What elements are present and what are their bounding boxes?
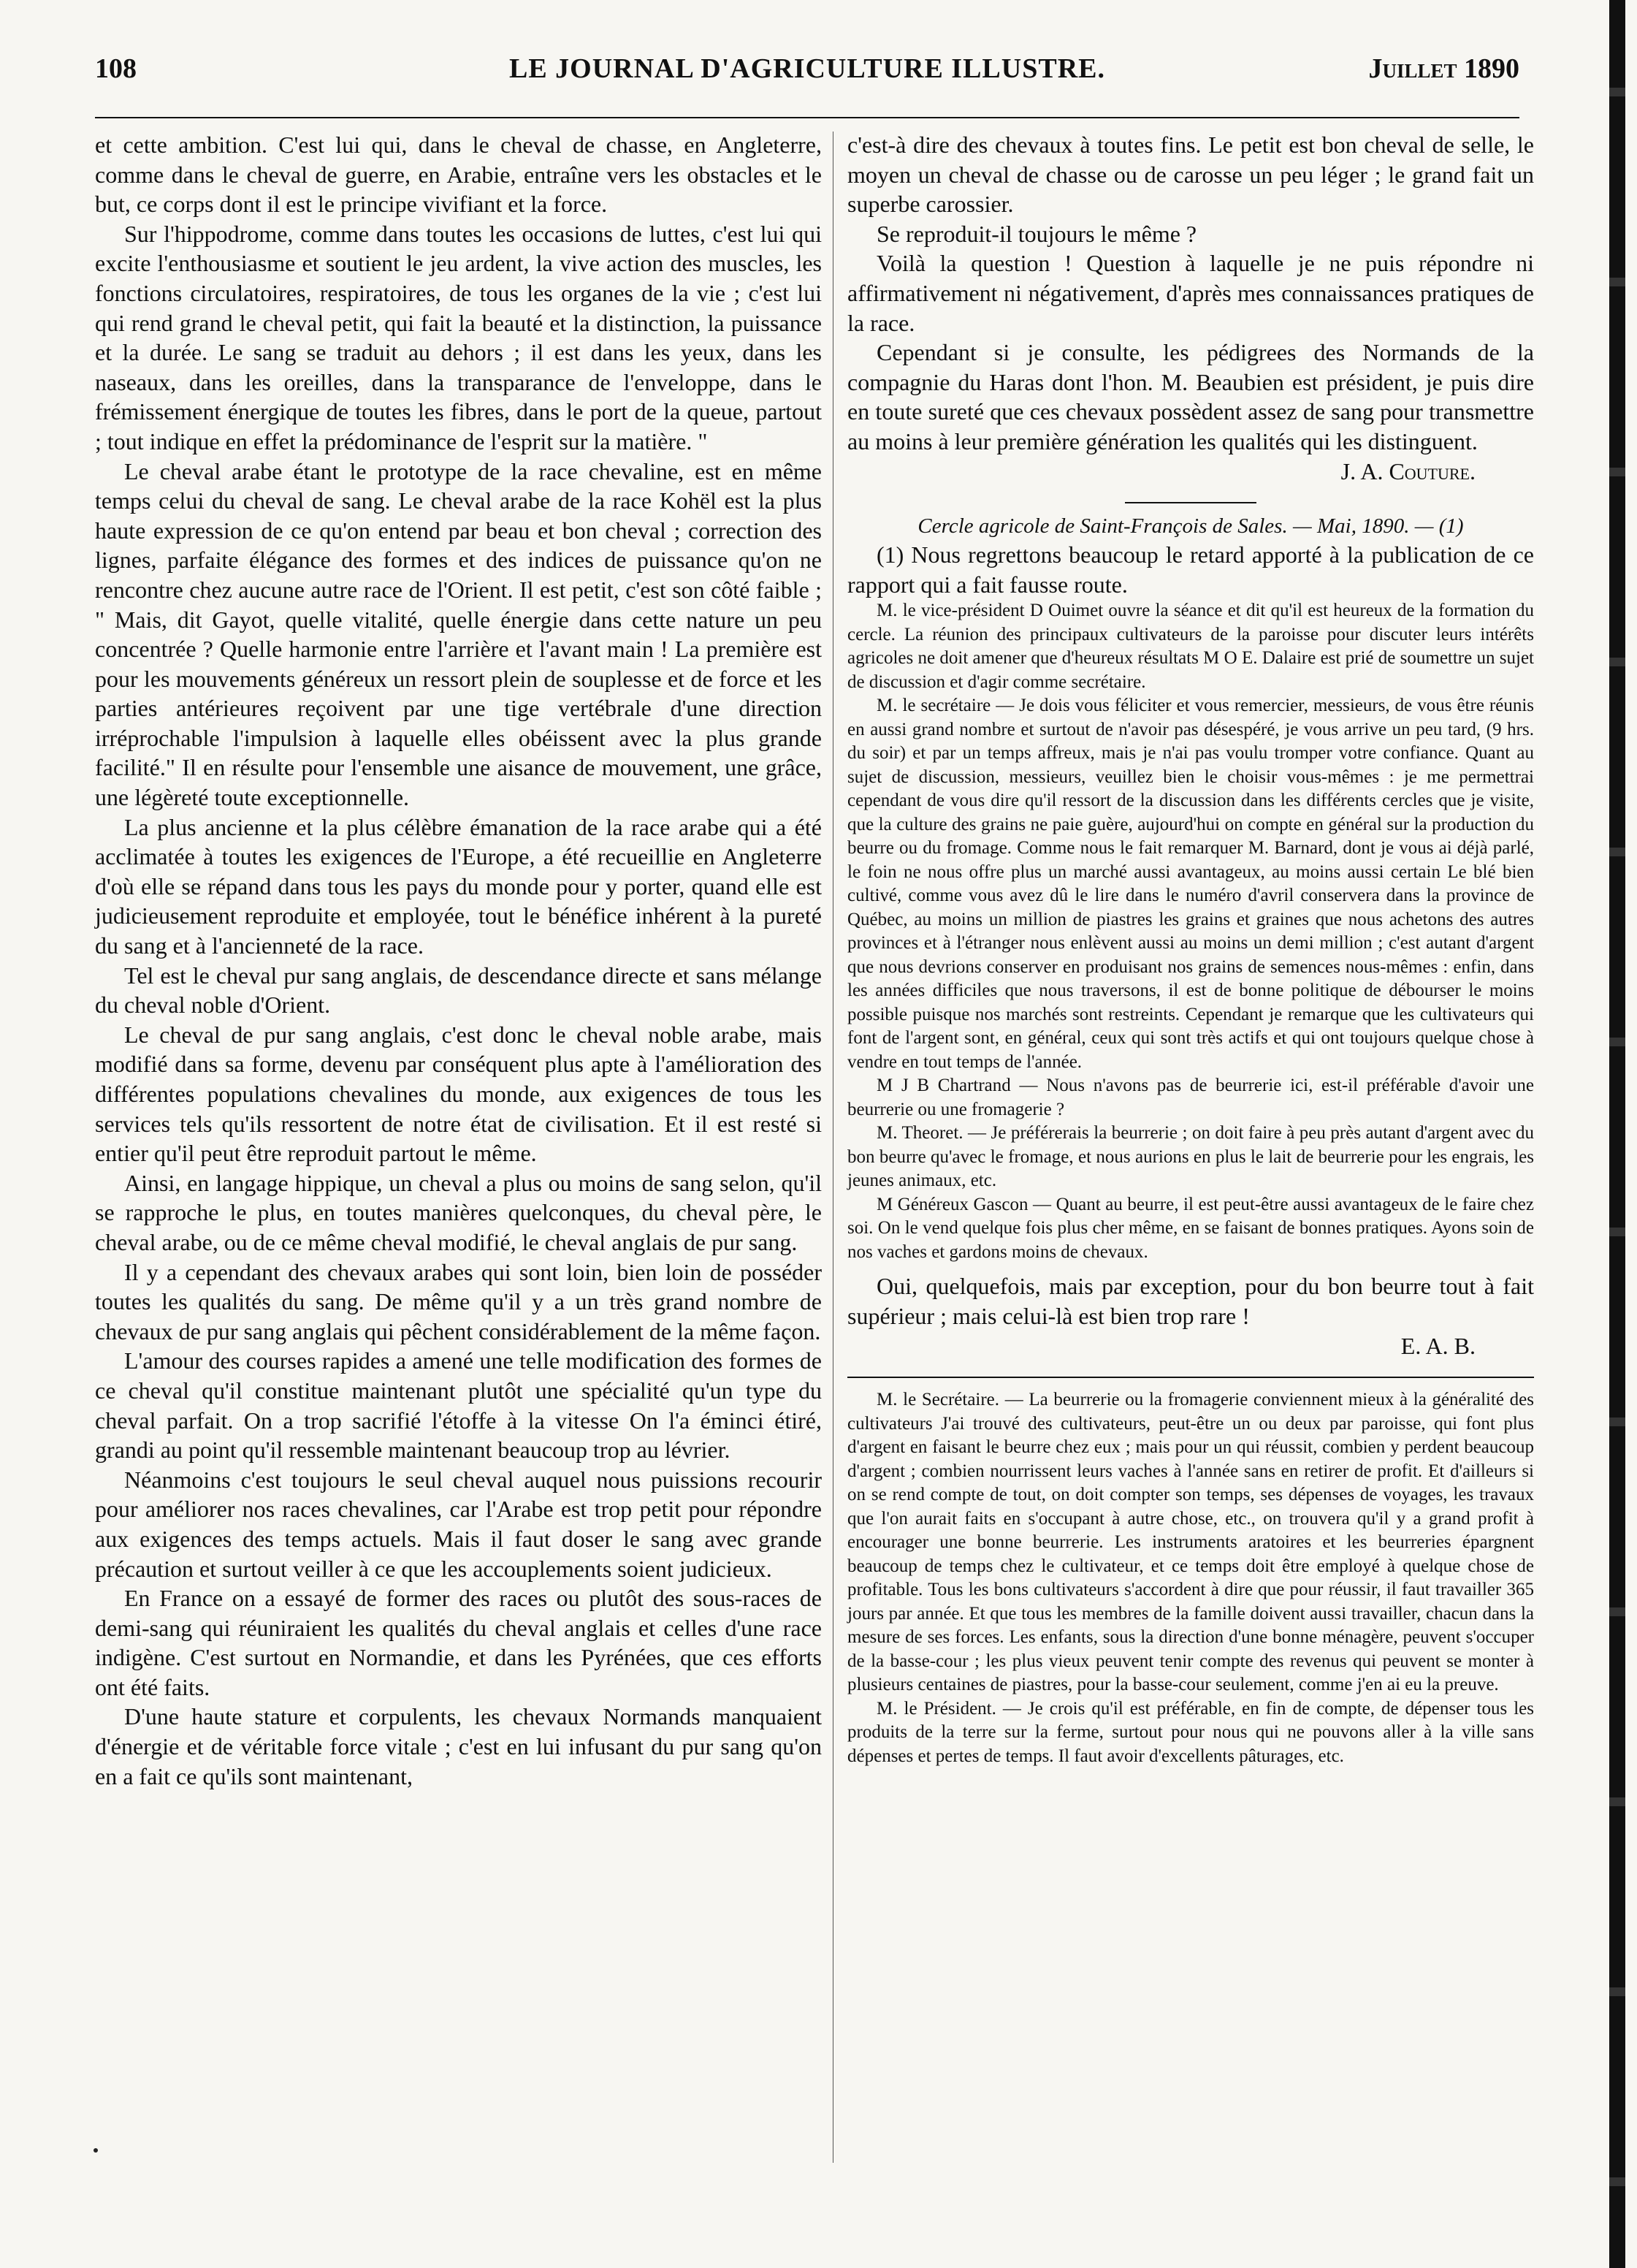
left-column <box>95 130 822 1791</box>
scan-speck <box>94 2148 98 2153</box>
footnote: (1) Nous regrettons beaucoup le retard apporté à la publication de ce rapport qui a fait fausse route. <box>847 541 1534 598</box>
minutes-paragraph: M Généreux Gascon — Quant au beurre, il est peut-être aussi avantageux de le faire chez soi. On le vend quelque fois plus cher même, en se faisant de bonnes pratiques. Ayons soin de nos vaches et gardons moins de chevaux. <box>847 1194 1534 1262</box>
issue-date: Juillet 1890 <box>1368 53 1519 84</box>
section-separator <box>1125 502 1256 503</box>
editor-signature: E. A. B. <box>1400 1332 1476 1359</box>
paragraph: L'amour des courses rapides a amené une telle modification des formes de ce cheval qu'il constitue maintenant plutôt une spécialité qu'un type du cheval parfait. On a trop sacrifié l'étoffe à la vitesse On l'a éminci étiré, grandi au point qu'il ressemble maintenant beaucoup trop au lévrier. <box>95 1347 822 1464</box>
minutes-paragraph: M. le Secrétaire. — La beurrerie ou la fromagerie conviennent mieux à la généralité des cultivateurs J'ai trouvé des cultivateurs, peut-être un ou deux par paroisse, qui font plus d'argent en faisant le beurre chez eux ; mais pour un qui réussit, combien y perdent beaucoup d'argent ; combien nourrissent leurs vaches à l'année sans en retirer de profit. Et d'ailleurs si on se rend compte de tout, on doit compter son temps, ses dépenses de voyages, les travaux que l'on aurait faits en s'occupant à autre chose, etc., on trouvera qu'il y a grand profit à encourager une bonne beurrerie. Les instruments aratoires et les beurreries épargnent beaucoup de temps chez le cultivateur, et ce temps doit être employé à quelque chose de profitable. Tous les bons cultivateurs s'accordent à dire que pour réussir, il faut travailler 365 jours par année. Et que tous les membres de la famille doivent aussi travailler, chacun dans la mesure de ses forces. Les enfants, sous la direction d'une bonne ménagère, peuvent s'occuper de la basse-cour ; les plus vieux peuvent tenir compte des revenus qui peuvent se monter à plusieurs centaines de piastres, pour la basse-cour seulement, comme j'en ai eu la preuve. <box>847 1390 1534 1695</box>
scan-edge-bar <box>1609 0 1625 2268</box>
page-number: 108 <box>95 53 137 84</box>
minutes-block <box>847 1388 1534 1768</box>
header-rule <box>95 117 1519 118</box>
author-signature: J. A. Couture. <box>1340 457 1476 484</box>
paragraph: Sur l'hippodrome, comme dans toutes les occasions de luttes, c'est lui qui excite l'enthousiasme et soutient le jeu ardent, la vive action des muscles, les fonctions circulatoires, respiratoires, de tous les organes de la vie ; c'est lui qui rend grand le cheval petit, qui fait la beauté et la distinction, la puissance et la durée. Le sang se traduit au dehors ; il est dans les yeux, dans les naseaux, dans les oreilles, dans la transparance de l'enveloppe, dans le frémissement énergique de toutes les fibres, dans le port de la queue, partout ; tout indique en effet la prédominance de l'esprit sur la matière. " <box>95 220 822 454</box>
paragraph: D'une haute stature et corpulents, les chevaux Normands manquaient d'énergie et de véritable force vitale ; c'est en lui infusant du pur sang qu'on en a fait ce qu'ils sont maintenant, <box>95 1703 822 1789</box>
minutes-paragraph: M. Theoret. — Je préférerais la beurrerie ; on doit faire à peu près autant d'argent avec du bon beurre qu'avec le fromage, et nous aurions en plus le lait de beurrerie pour les engrais, les jeunes animaux, etc. <box>847 1123 1534 1191</box>
minutes-paragraph: M. le Président. — Je crois qu'il est préférable, en fin de compte, de dépenser tous les produits de la terre sur la ferme, surtout pour nous qui ne pouvons aller à la ville sans dépenses et pertes de temps. Il faut avoir d'excellents pâturages, etc. <box>847 1698 1534 1766</box>
right-column <box>847 130 1534 1768</box>
paragraph: Tel est le cheval pur sang anglais, de descendance directe et sans mélange du cheval noble d'Orient. <box>95 962 822 1019</box>
editor-note: Oui, quelquefois, mais par exception, pour du bon beurre tout à fait supérieur ; mais celui-là est bien trop rare ! <box>847 1273 1534 1329</box>
paragraph: Le cheval de pur sang anglais, c'est donc le cheval noble arabe, mais modifié dans sa forme, devenu par conséquent plus apte à l'amélioration des différentes populations chevalines du monde, aux exigences de tous les services tels qu'ils ressortent de notre état de civilisation. Et il est resté si entier qu'il peut être reproduit partout le même. <box>95 1021 822 1167</box>
journal-title: LE JOURNAL D'AGRICULTURE ILLUSTRE. <box>508 53 1105 84</box>
section-title: Cercle agricole de Saint-François de Sales. — Mai, 1890. — (1) <box>917 514 1464 539</box>
minutes-paragraph: M. le vice-président D Ouimet ouvre la séance et dit qu'il est heureux de la formation du cercle. La réunion des principaux cultivateurs de la paroisse pour discuter leurs intérêts agricoles ne doit amener que d'heureux résultats M O E. Dalaire est prié de soumettre un sujet de discussion et d'agir comme secrétaire. <box>847 601 1534 692</box>
paragraph: Se reproduit-il toujours le même ? <box>877 220 1197 247</box>
paragraph: La plus ancienne et la plus célèbre émanation de la race arabe qui a été acclimatée à toutes les exigences de l'Europe, a été recueillie en Angleterre d'où elle se répand dans tous les pays du monde pour y porter, quand elle est judicieusement reproduite et employée, tout le bénéfice inhérent à la pureté du sang et à l'ancienneté de la race. <box>95 813 822 959</box>
minutes-block <box>847 599 1534 1264</box>
signature-row <box>847 457 1534 487</box>
paragraph: Cependant si je consulte, les pédigrees des Normands de la compagnie du Haras dont l'hon. M. Beaubien est président, je puis dire en toute sureté que ces chevaux possèdent assez de sang pour transmettre au moins à leur première génération les qualités qui les distinguent. <box>847 339 1534 454</box>
minutes-paragraph: M. le secrétaire — Je dois vous féliciter et vous remercier, messieurs, de vous être réunis en aussi grand nombre et surtout de n'avoir pas désespéré, je vous arrive un peu tard, (9 hrs. du soir) et par un temps affreux, mais je n'ai pas voulu tromper votre confiance. Quant au sujet de discussion, messieurs, veuillez bien le choisir vous-mêmes : je me permettrai cependant de vous dire qu'il ressort de la discussion dans les différents cercles que je visite, que la culture des grains ne paie guère, aujourd'hui on compte en général sur la production du beurre ou du fromage. Comme nous le fait remarquer M. Barnard, dont je vous ai déjà parlé, le foin ne nous offre plus un marché aussi avantageux, au moins aussi certain Le blé bien cultivé, comme vous avez dû le lire dans le numéro d'avril conservera dans la province de Québec, au moins un million de piastres les grains et graines que nous achetons des autres provinces et à l'étranger nous enlèvent aussi au moins un demi million ; c'est autant d'argent que nous devrions conserver en produisant nos grains de semences nous-mêmes : enfin, dans les années difficiles que nous traversons, il est de bonne politique de débourser le moins possible puisque nos marchés sont restreints. Cependant je remarque que les cultivateurs qui font de l'argent sont, en général, ceux qui sont très actifs et qui ont toujours quelque chose à vendre en tout temps de l'année. <box>847 696 1534 1072</box>
paragraph: Il y a cependant des chevaux arabes qui sont loin, bien loin de posséder toutes les qualités du sang. De même qu'il y a un très grand nombre de chevaux de pur sang anglais qui pêchent considérablement de la même façon. <box>95 1258 822 1344</box>
minutes-paragraph: M J B Chartrand — Nous n'avons pas de beurrerie ici, est-il préférable d'avoir une beurrerie ou une fromagerie ? <box>847 1076 1534 1119</box>
paragraph: Néanmoins c'est toujours le seul cheval auquel nous puissions recourir pour améliorer nos races chevalines, car l'Arabe est trop petit pour répondre aux exigences des temps actuels. Mais il faut doser le sang avec grande précaution et surtout veiller à ce que les accouplements soient judicieux. <box>95 1466 822 1582</box>
section-separator <box>847 1377 1534 1378</box>
paragraph: et cette ambition. C'est lui qui, dans le cheval de chasse, en Angleterre, comme dans le cheval de guerre, en Arabie, entraîne vers les obstacles et le but, ce corps dont il est le principe vivifiant et la force. <box>95 132 822 218</box>
paragraph: En France on a essayé de former des races ou plutôt des sous-races de demi-sang qui réuniraient les qualités du cheval anglais et celles d'une race indigène. C'est surtout en Normandie, et dans les Pyrénées, que ces efforts ont été faits. <box>95 1585 822 1700</box>
paragraph: Ainsi, en langage hippique, un cheval a plus ou moins de sang selon, qu'il se rapproche le plus, en toutes manières quelconques, du cheval père, le cheval arabe, ou de ce même cheval modifié, le cheval anglais de pur sang. <box>95 1169 822 1255</box>
paragraph: c'est-à dire des chevaux à toutes fins. Le petit est bon cheval de selle, le moyen un cheval de chasse ou de carosse un peu léger ; le grand fait un superbe carossier. <box>847 132 1534 218</box>
page-header <box>95 53 1519 96</box>
paragraph: Voilà la question ! Question à laquelle je ne puis répondre ni affirmativement ni négativement, d'après mes connaissances pratiques de la race. <box>847 250 1534 336</box>
signature-row <box>847 1331 1534 1361</box>
paragraph: Le cheval arabe étant le prototype de la race chevaline, est en même temps celui du cheval de sang. Le cheval arabe de la race Kohël est la plus haute expression de ce qu'on entend par beau et bon cheval ; correction des lignes, parfaite élégance des formes et des indices de puissance qu'on ne rencontre chez aucune autre race de l'Orient. Il est petit, c'est son côté faible ; " Mais, dit Gayot, quelle vitalité, quelle énergie dans cette nature un peu concentrée ? Quelle harmonie entre l'arrière et l'avant main ! La première est pour les mouvements généreux un ressort plein de souplesse et de force et les parties antérieures reçoivent par une tige vertébrale d'une direction irréprochable l'impulsion à laquelle elles obéissent avec la plus grande facilité." Il en résulte pour l'ensemble une aisance de mouvement, une grâce, une légèreté toute exceptionnelle. <box>95 457 822 811</box>
